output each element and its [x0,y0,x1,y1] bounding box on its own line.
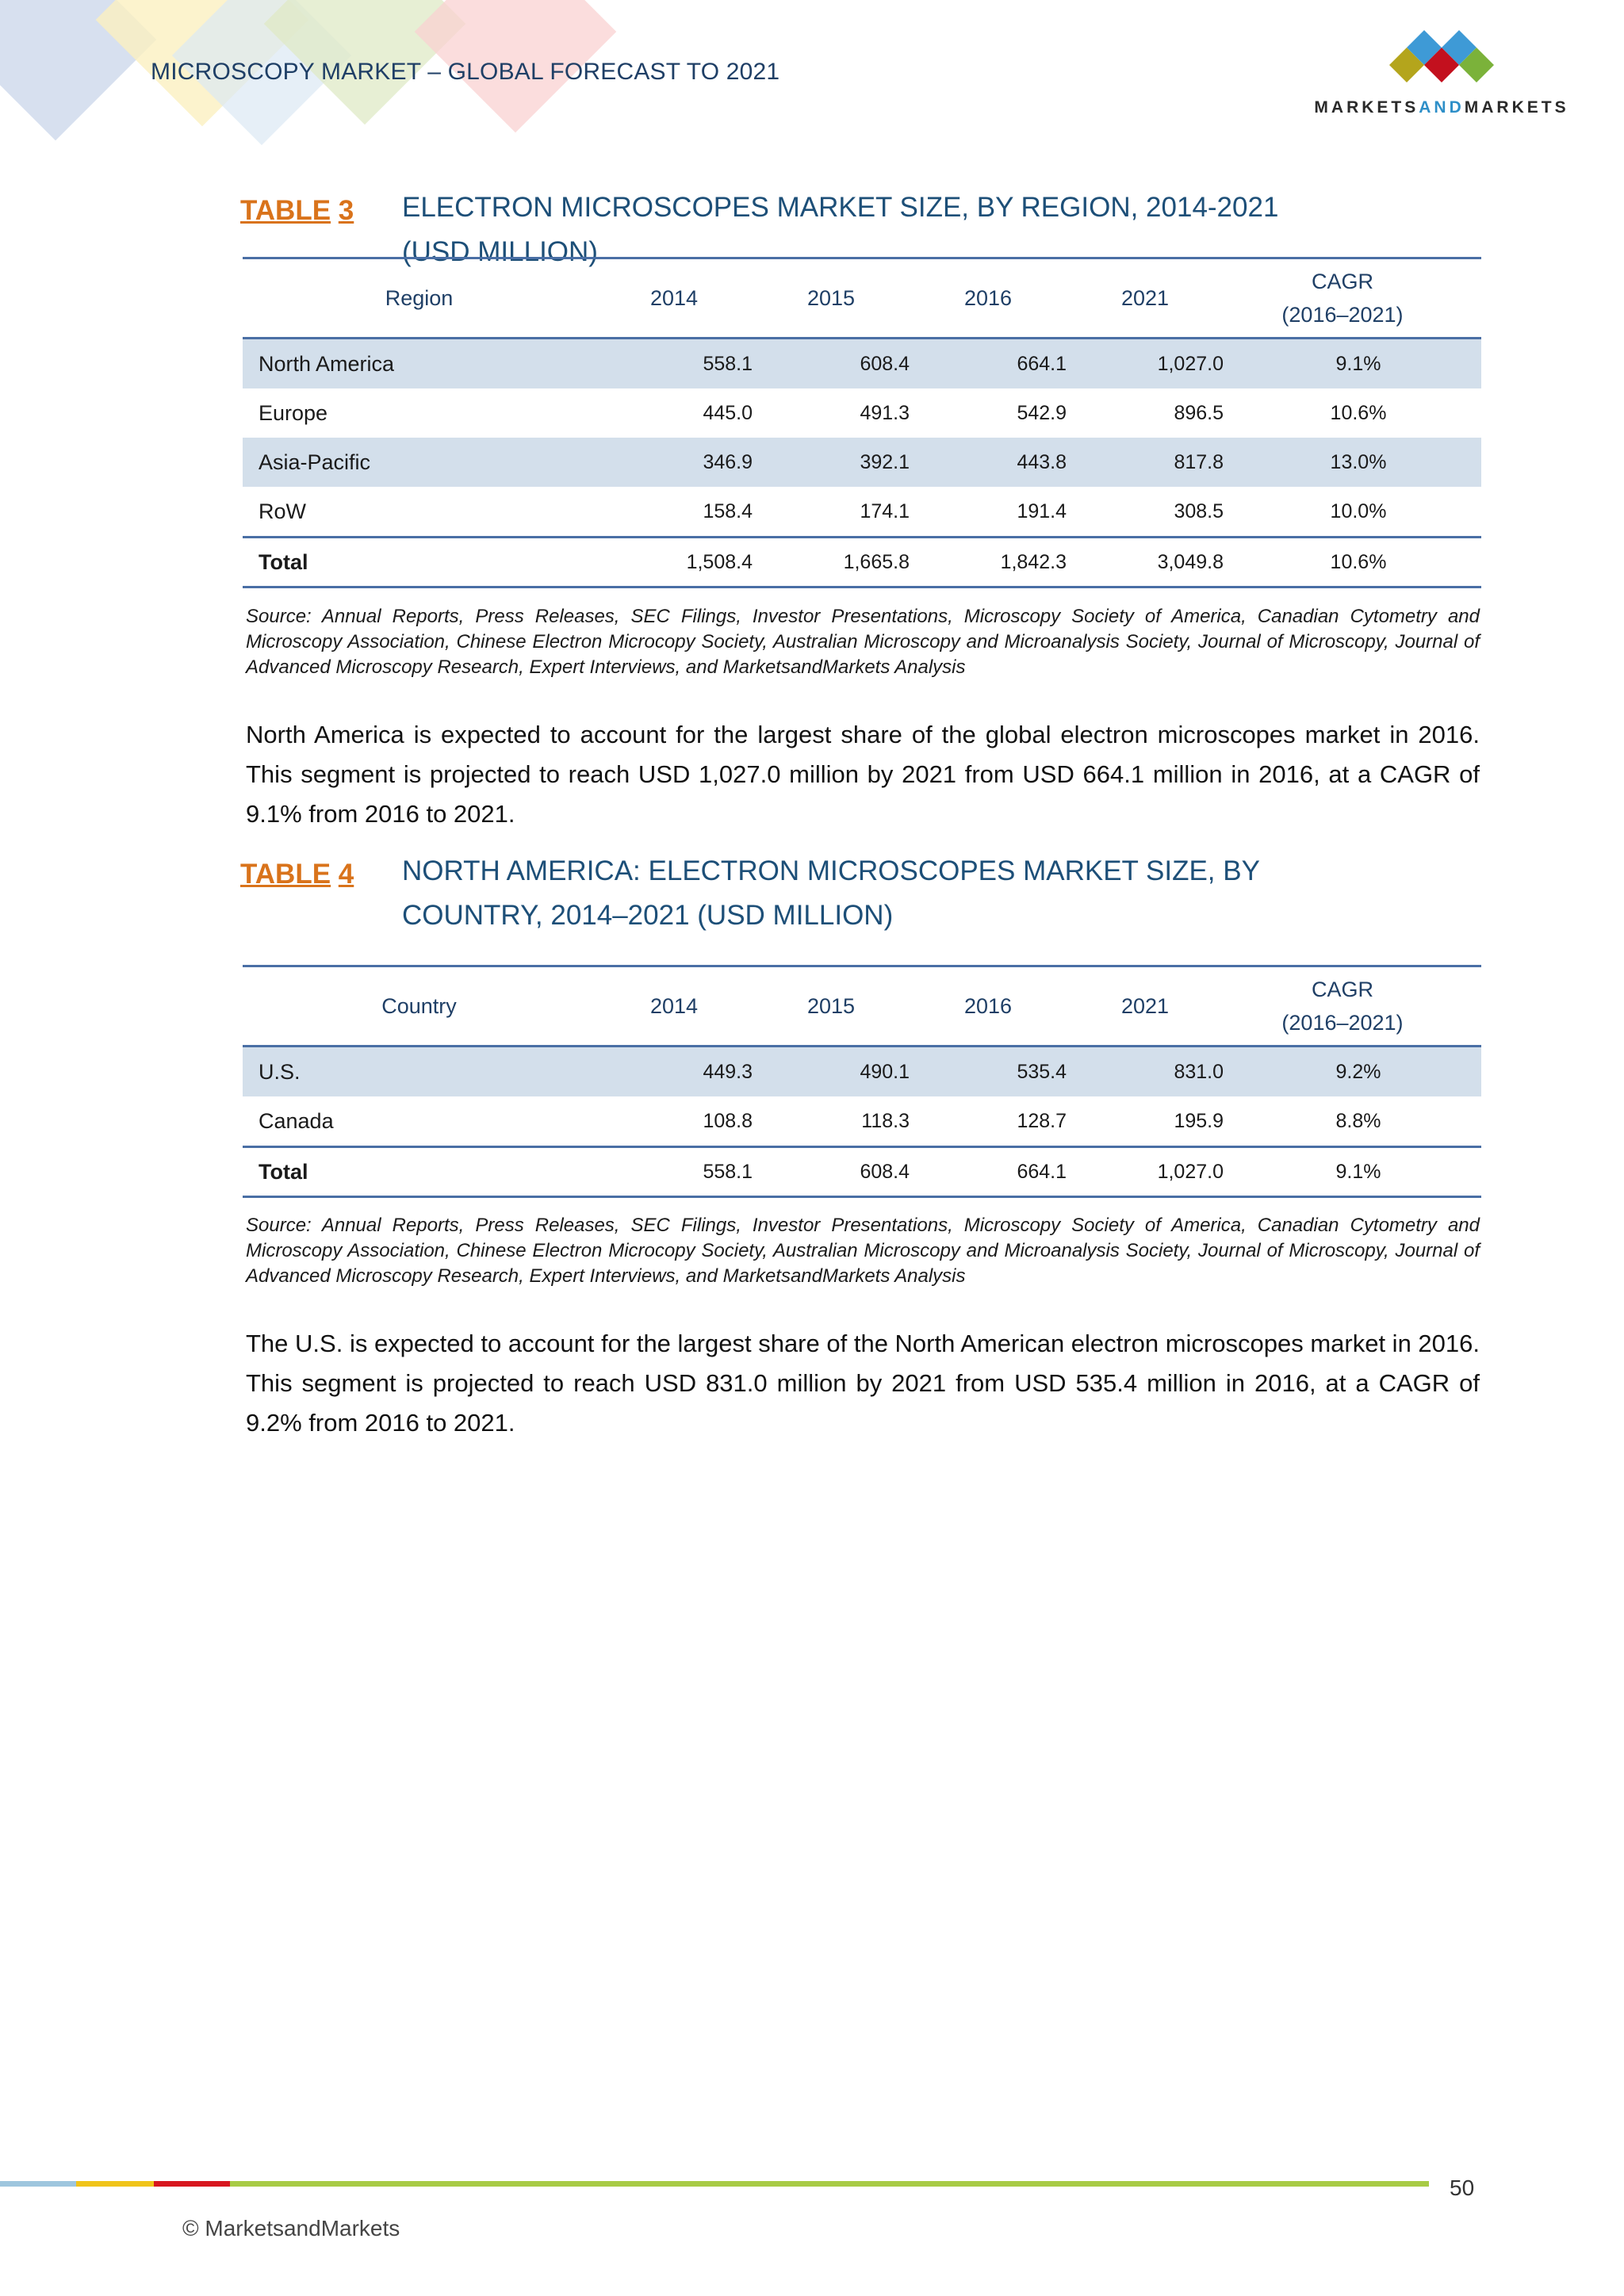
footer-bar-yellow [76,2181,154,2187]
table3-title: ELECTRON MICROSCOPES MARKET SIZE, BY REGION, 2014-2021 (USD MILLION) [402,192,1279,267]
logo-diamonds-icon [1299,16,1584,95]
table3 [243,257,1481,588]
header-2016: 2016 [963,993,1013,1018]
table4-title: NORTH AMERICA: ELECTRON MICROSCOPES MARKET SIZE, BY COUNTRY, 2014–2021 (USD MILLION) [402,855,1260,931]
logo-wordmark: MARKETSANDMARKETS [1314,98,1569,117]
copyright-notice: © MarketsandMarkets [182,2216,400,2241]
table-row: RoW 158.4 174.1 191.4 308.5 10.0% [259,499,1387,523]
table4-label: TABLE 4 [240,859,354,890]
page-number: 50 [1450,2175,1475,2200]
header-region: Region [385,285,454,310]
header-cagr: CAGR (2016–2021) [1281,270,1404,327]
company-logo [1299,16,1584,119]
table-row: Asia-Pacific 346.9 392.1 443.8 817.8 13.0% [243,438,1481,487]
table-total-row: Total 558.1 608.4 664.1 1,027.0 9.1% [243,1146,1481,1198]
header-2021: 2021 [1120,993,1170,1018]
header-2021: 2021 [1120,285,1170,310]
table3-source-note: Source: Annual Reports, Press Releases, SEC Filings, Investor Presentations, Microscopy Society of America, Canadian Cytometry and Microscopy Association, Chinese Electron Microcopy Society, Australian Microscopy and Microanalysis Society, Journal of Microscopy, Journal of Advanced Microscopy Research, Expert Interviews, and MarketsandMarkets Analysis [246,606,1480,678]
table-row: North America 558.1 608.4 664.1 1,027.0 9.1% [243,339,1481,388]
table-total-row: Total 1,508.4 1,665.8 1,842.3 3,049.8 10.6% [243,536,1481,588]
header-2016: 2016 [963,285,1013,310]
table4-header-row [243,967,1481,1047]
table-row: U.S. 449.3 490.1 535.4 831.0 9.2% [243,1047,1481,1096]
header-cagr: CAGR (2016–2021) [1281,978,1404,1035]
paragraph-north-america: North America is expected to account for the largest share of the global electron microscopes market in 2016. This segment is projected to reach USD 1,027.0 million by 2021 from USD 664.1 million in 2016, at a CAGR of 9.1% from 2016 to 2021. [246,721,1480,828]
header-2015: 2015 [806,993,856,1018]
footer-bar-red [154,2181,230,2187]
header-2014: 2014 [649,285,699,310]
table-row: Canada 108.8 118.3 128.7 195.9 8.8% [259,1108,1381,1133]
table-row: Europe 445.0 491.3 542.9 896.5 10.6% [259,400,1387,425]
footer-bar-green [230,2181,1429,2187]
table4 [243,965,1481,1198]
paragraph-us: The U.S. is expected to account for the largest share of the North American electron microscopes market in 2016. This segment is projected to reach USD 831.0 million by 2021 from USD 535.4 million in 2016, at a CAGR of 9.2% from 2016 to 2021. [246,1330,1480,1437]
header-2015: 2015 [806,285,856,310]
footer-bar-blue [0,2181,76,2187]
header-2014: 2014 [649,993,699,1018]
table4-source-note: Source: Annual Reports, Press Releases, SEC Filings, Investor Presentations, Microscopy Society of America, Canadian Cytometry and Microscopy Association, Chinese Electron Microcopy Society, Australian Microscopy and Microanalysis Society, Journal of Microscopy, Journal of Advanced Microscopy Research, Expert Interviews, and MarketsandMarkets Analysis [246,1215,1480,1287]
table3-label: TABLE 3 [240,195,354,226]
table3-header-row [243,259,1481,339]
header-country: Country [381,993,457,1018]
document-header-title: MICROSCOPY MARKET – GLOBAL FORECAST TO 2021 [151,59,780,85]
table4-caption [240,855,1298,938]
